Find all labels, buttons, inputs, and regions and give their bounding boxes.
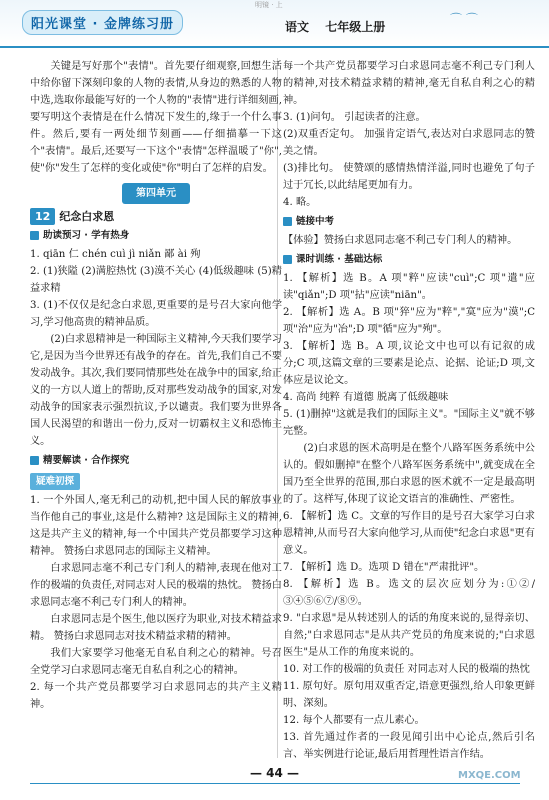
section-link-label: 链接中考 [296, 216, 335, 227]
answer-item: 2. 每一个共产党员都要学习白求恩同志的共产主义精神。 [30, 682, 282, 710]
unit-banner [30, 183, 282, 204]
header-subject [285, 18, 385, 35]
answer-item: (2)双重否定句。 加强肯定语气,表达对白求恩同志的赞美之情。 [283, 129, 535, 157]
answer-item: 白求恩同志是个医生,他以医疗为职业,对技术精益求精。 赞扬白求恩同志对技术精益求精的精神。 [30, 614, 282, 642]
section-marker-icon [30, 231, 39, 240]
answer-item: 11. 原句好。原句用双重否定,语意更强烈,给人印象更鲜明、深刻。 [283, 681, 535, 709]
answer-item: 4. 高尚 纯粹 有道德 脱离了低级趣味 [283, 392, 449, 403]
answer-item: 5. (1)删掉"这就是我们的国际主义"。"国际主义"就不够完整。 [283, 409, 535, 437]
footer-rule [30, 783, 520, 784]
answer-item: 3. 【解析】选 B。A 项,议论文中也可以有记叙的成分;C 项,这篇文章的三要素是论点、论据、论证;D 项,文体应是议论文。 [283, 341, 535, 386]
series-logo-text: 阳光课堂 · 金牌练习册 [22, 10, 183, 35]
answer-item: 1. 一个外国人,毫无利己的动机,把中国人民的解放事业当作他自己的事业,这是什么精神? 这是国际主义的精神,这是共产主义的精神,每一个中国共产党员都要学习这种精神。 赞扬白求恩同志的国际主义精神。 [30, 495, 282, 557]
section-explore-label: 精要解读 · 合作探究 [43, 455, 130, 466]
answer-item: 每一个共产党员都要学习白求恩同志毫不利己专门利人的精神,对技术精益求精的精神,毫无自私自利之心的精神。 [283, 61, 535, 106]
answer-item: 7. 【解析】选 D。选项 D 错在"严肃批评"。 [283, 562, 485, 573]
answer-item: (3)排比句。 使赞颂的感情热情洋溢,同时也避免了句子过于冗长,以此结尾更加有力。 [283, 163, 535, 191]
page-header [0, 0, 549, 48]
top-mark: 明镜 · 上 [255, 1, 283, 9]
subject-label: 语文 [285, 20, 310, 34]
right-column [283, 58, 535, 763]
answer-item: 9. "白求恩"是从转述别人的话的角度来说的,显得亲切、自然;"白求恩同志"是从共产党员的角度来说的;"白求恩医生"是从工作的角度来说的。 [283, 613, 535, 658]
section-preview-label: 助读预习 · 学有热身 [43, 230, 130, 241]
answer-item: 3. (1)不仅仅是纪念白求恩,更重要的是号召大家向他学习,学习他高贵的精神品质。 [30, 300, 282, 328]
subsection-label: 疑难初探 [30, 473, 80, 490]
grade-label: 七年级上册 [325, 20, 386, 34]
section-training-label: 课时训练 · 基础达标 [296, 254, 383, 265]
answer-item: 1. 【解析】选 B。A 项"粹"应读"cuì";C 项"遣"应读"qiǎn";D 项"拈"应读"niān"。 [283, 273, 535, 301]
intro-paragraph: 关键是写好那个"表情"。首先要仔细观察,回想生活中给你留下深刻印象的人物的表情,从身边的熟悉的人物中选,选取你最能写好的一个人物的"表情"进行详细刻画,要写明这个表情是在什么情况下发生的,缘于一个什么事件。然后,要有一两处细节刻画——仔细描摹一下这个"表情"。最后,还要写一下这个"表情"怎样温暖了"你",使"你"发生了怎样的变化或使"你"明白了怎样的启发。 [30, 61, 282, 174]
answer-item: 13. 首先通过作者的一段见闻引出中心论点,然后引名言、举实例进行论证,最后用哲理性语言作结。 [283, 732, 535, 760]
answer-item: 6. 【解析】选 C。文章的写作目的是号召大家学习白求恩精神,从而号召大家向他学习,从而使"纪念白求恩"更有意义。 [283, 511, 535, 556]
answer-item: 2. (1)狭隘 (2)满腔热忱 (3)漠不关心 (4)低级趣味 (5)精益求精 [30, 266, 282, 294]
answer-item: 8. 【解析】选 B。选文的层次应划分为:①②/③④⑤⑥⑦/⑧⑨。 [283, 579, 535, 607]
lesson-number: 12 [30, 208, 55, 225]
answer-item: 12. 每个人都要有一点儿素心。 [283, 715, 425, 726]
lesson-title: 纪念白求恩 [59, 210, 115, 223]
unit-title: 第四单元 [122, 183, 190, 204]
section-marker-icon [283, 255, 292, 264]
section-preview [30, 227, 282, 244]
answer-item: 白求恩同志毫不利己专门利人的精神,表现在他对工作的极端的负责任,对同志对人民的极端的热忱。 赞扬白求恩同志毫不利己专门利人的精神。 [30, 563, 282, 608]
left-column [30, 58, 282, 713]
answer-item: 10. 对工作的极端的负责任 对同志对人民的极端的热忱 [283, 664, 530, 675]
section-training [283, 251, 535, 268]
section-link-exam [283, 213, 535, 230]
answer-item: 2. 【解析】选 A。B 项"猝"应为"粹","寞"应为"漠";C 项"治"应为"冶";D 项"循"应为"殉"。 [283, 307, 535, 335]
watermark-logo: MXQE.COM [458, 770, 521, 781]
answer-item: 【体验】赞扬白求恩同志毫不利己专门利人的精神。 [283, 235, 518, 246]
lesson-heading [30, 208, 282, 225]
answer-item: 4. 略。 [283, 197, 317, 208]
section-marker-icon [30, 456, 39, 465]
section-explore [30, 452, 282, 469]
answer-item: 3. (1)问句。 引起读者的注意。 [283, 112, 426, 123]
answer-item: (2)白求恩的医术高明是在整个八路军医务系统中公认的。假如删掉"在整个八路军医务系统中",就变成在全国乃至全世界的范围,那白求恩的医术就不一定是最高明的了。这样写,体现了议论文语言的准确性、严密性。 [283, 443, 535, 505]
answer-item: 1. qiān 仁 chén cuì jì niǎn 鄙 ài 殉 [30, 249, 201, 260]
answer-item: (2)白求恩精神是一种国际主义精神,今天我们要学习它,是因为当今世界还有战争的存在。首先,我们自己不要发动战争。其次,我们要同情那些处在战争中的国家,给正义的一方以人道上的帮助,反对那些发动战争的国家,对发动战争的国家表示强烈抗议,予以谴责。我们要为世界各国人民渴望的和谐出一份力,反对一切霸权主义和恐怖主义。 [30, 334, 282, 447]
birds-icon: ⌒ ⌒ [450, 12, 478, 26]
section-marker-icon [283, 217, 292, 226]
answer-item: 我们大家要学习他毫无自私自利之心的精神。号召全党学习白求恩同志毫无自私自利之心的精神。 [30, 648, 282, 676]
series-logo [22, 8, 183, 36]
page-number: — 44 — [249, 766, 300, 780]
